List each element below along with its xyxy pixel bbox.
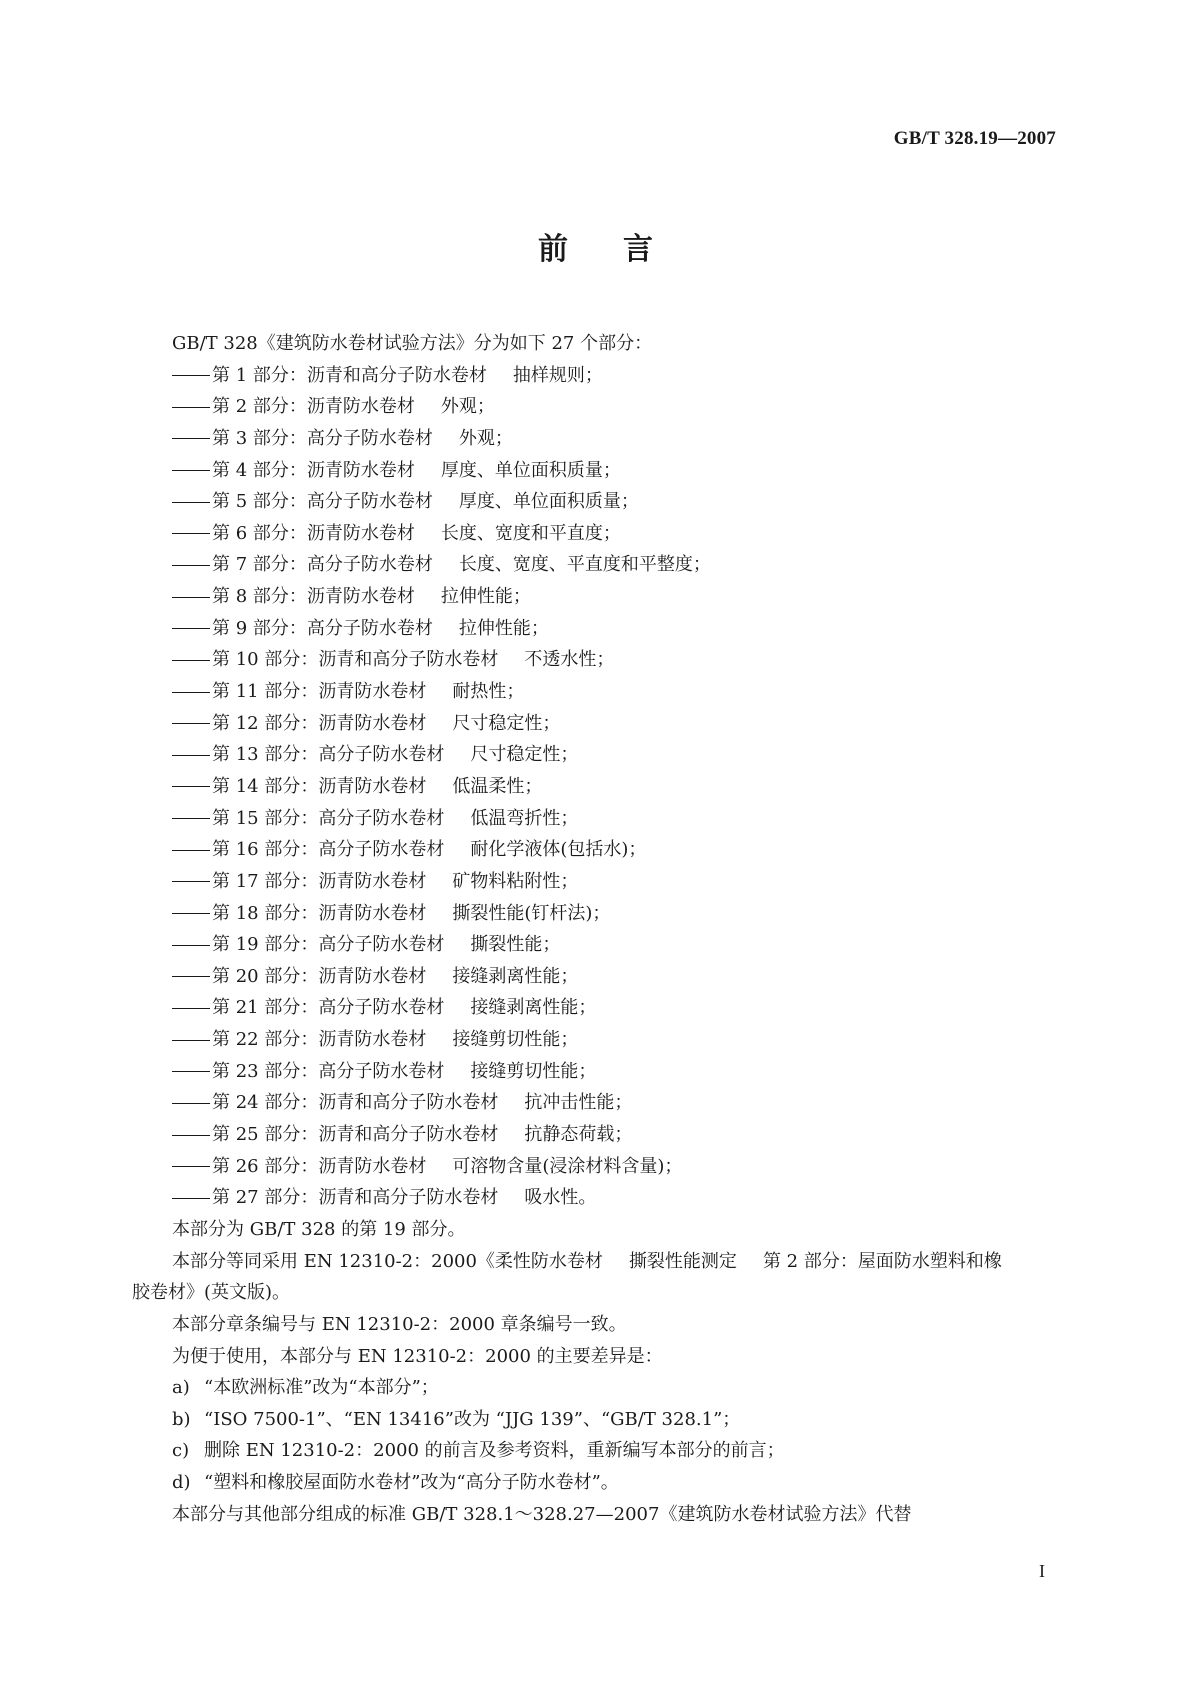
part-topic: 不透水性；: [524, 649, 615, 671]
part-label: 第 21 部分：高分子防水卷材: [212, 997, 445, 1019]
part-list-item: [132, 771, 1057, 803]
difference-item: [132, 1467, 1057, 1499]
em-dash-marker: [172, 1040, 210, 1041]
part-topic: 长度、宽度和平直度；: [440, 522, 621, 544]
adoption-text-b: 撕裂性能测定: [628, 1250, 737, 1272]
part-topic: 吸水性。: [524, 1187, 597, 1209]
part-label: 第 2 部分：沥青防水卷材: [212, 396, 415, 418]
part-list-item: [132, 455, 1057, 487]
difference-marker: b): [172, 1408, 191, 1430]
part-label: 第 14 部分：沥青防水卷材: [212, 775, 427, 797]
em-dash-marker: [172, 913, 210, 914]
difference-item: [132, 1404, 1057, 1436]
part-label: 第 8 部分：沥青防水卷材: [212, 586, 415, 608]
part-label: 第 4 部分：沥青防水卷材: [212, 459, 415, 481]
part-list-item: [132, 518, 1057, 550]
part-label: 第 18 部分：沥青防水卷材: [212, 902, 427, 924]
em-dash-marker: [172, 692, 210, 693]
part-label: 第 13 部分：高分子防水卷材: [212, 744, 445, 766]
part-topic: 接缝剪切性能；: [470, 1060, 597, 1082]
part-topic: 撕裂性能；: [470, 934, 561, 956]
part-list-item: [132, 961, 1057, 993]
parts-list: [132, 360, 1057, 1214]
part-list-item: [132, 360, 1057, 392]
page-title: 前言: [538, 232, 708, 267]
adoption-text-a: 本部分等同采用 EN 12310-2：2000《柔性防水卷材: [172, 1250, 603, 1272]
em-dash-marker: [172, 881, 210, 882]
part-topic: 外观；: [440, 396, 495, 418]
difference-marker: c): [172, 1440, 190, 1462]
part-number-statement: 本部分为 GB/T 328 的第 19 部分。: [172, 1218, 466, 1240]
part-list-item: [132, 803, 1057, 835]
part-list-item: [132, 1024, 1057, 1056]
part-label: 第 9 部分：高分子防水卷材: [212, 617, 433, 639]
intro-line: GB/T 328《建筑防水卷材试验方法》分为如下 27 个部分：: [172, 333, 653, 354]
em-dash-marker: [172, 1008, 210, 1009]
em-dash-marker: [172, 502, 210, 503]
part-label: 第 11 部分：沥青防水卷材: [212, 681, 427, 703]
part-label: 第 3 部分：高分子防水卷材: [212, 427, 433, 449]
em-dash-marker: [172, 1166, 210, 1167]
difference-text: “塑料和橡胶屋面防水卷材”改为“高分子防水卷材”。: [204, 1472, 619, 1494]
adoption-text-c: 第 2 部分：屋面防水塑料和橡: [762, 1250, 1002, 1272]
part-label: 第 7 部分：高分子防水卷材: [212, 554, 433, 576]
clause-numbering-statement: 本部分章条编号与 EN 12310-2：2000 章条编号一致。: [172, 1313, 627, 1335]
part-label: 第 1 部分：沥青和高分子防水卷材: [212, 364, 487, 386]
part-list-item: [132, 992, 1057, 1024]
em-dash-marker: [172, 660, 210, 661]
part-list-item: [132, 929, 1057, 961]
foreword-body: [132, 328, 1057, 1530]
part-list-item: [132, 898, 1057, 930]
em-dash-marker: [172, 818, 210, 819]
part-topic: 接缝剥离性能；: [470, 997, 597, 1019]
differences-list: [132, 1372, 1057, 1499]
em-dash-marker: [172, 628, 210, 629]
difference-text: “ISO 7500-1”、“EN 13416”改为 “JJG 139”、“GB/T 328.1”；: [204, 1408, 741, 1430]
part-list-item: [132, 1087, 1057, 1119]
part-topic: 厚度、单位面积质量；: [458, 491, 639, 513]
part-list-item: [132, 1182, 1057, 1214]
part-topic: 耐热性；: [452, 681, 525, 703]
part-topic: 尺寸稳定性；: [470, 744, 579, 766]
part-label: 第 24 部分：沥青和高分子防水卷材: [212, 1092, 499, 1114]
part-label: 第 19 部分：高分子防水卷材: [212, 934, 445, 956]
replacement-statement: 本部分与其他部分组成的标准 GB/T 328.1～328.27—2007《建筑防水卷材试验方法》代替: [172, 1503, 912, 1525]
part-topic: 拉伸性能；: [458, 617, 549, 639]
page-number: I: [1039, 1561, 1045, 1581]
difference-item: [132, 1435, 1057, 1467]
part-label: 第 20 部分：沥青防水卷材: [212, 965, 427, 987]
part-label: 第 16 部分：高分子防水卷材: [212, 839, 445, 861]
part-topic: 低温弯折性；: [470, 807, 579, 829]
part-list-item: [132, 486, 1057, 518]
difference-marker: d): [172, 1472, 191, 1494]
difference-item: [132, 1372, 1057, 1404]
em-dash-marker: [172, 533, 210, 534]
part-list-item: [132, 644, 1057, 676]
standard-number: GB/T 328.19—2007: [893, 128, 1056, 149]
em-dash-marker: [172, 976, 210, 977]
part-topic: 尺寸稳定性；: [452, 712, 561, 734]
difference-text: “本欧洲标准”改为“本部分”；: [204, 1377, 439, 1399]
part-topic: 长度、宽度、平直度和平整度；: [458, 554, 711, 576]
part-list-item: [132, 423, 1057, 455]
part-label: 第 6 部分：沥青防水卷材: [212, 522, 415, 544]
em-dash-marker: [172, 1198, 210, 1199]
part-topic: 矿物料粘附性；: [452, 870, 579, 892]
part-topic: 可溶物含量(浸涂材料含量)；: [452, 1155, 683, 1177]
part-label: 第 10 部分：沥青和高分子防水卷材: [212, 649, 499, 671]
part-topic: 抗冲击性能；: [524, 1092, 633, 1114]
part-topic: 耐化学液体(包括水)；: [470, 839, 647, 861]
part-list-item: [132, 549, 1057, 581]
part-label: 第 25 部分：沥青和高分子防水卷材: [212, 1124, 499, 1146]
em-dash-marker: [172, 375, 210, 376]
part-topic: 撕裂性能(钉杆法)；: [452, 902, 611, 924]
part-list-item: [132, 1056, 1057, 1088]
part-list-item: [132, 866, 1057, 898]
part-topic: 接缝剪切性能；: [452, 1029, 579, 1051]
part-topic: 拉伸性能；: [440, 586, 531, 608]
em-dash-marker: [172, 755, 210, 756]
part-list-item: [132, 676, 1057, 708]
em-dash-marker: [172, 470, 210, 471]
differences-intro: 为便于使用，本部分与 EN 12310-2：2000 的主要差异是：: [172, 1345, 663, 1367]
part-label: 第 12 部分：沥青防水卷材: [212, 712, 427, 734]
part-label: 第 22 部分：沥青防水卷材: [212, 1029, 427, 1051]
difference-marker: a): [172, 1377, 190, 1399]
part-list-item: [132, 581, 1057, 613]
part-list-item: [132, 708, 1057, 740]
part-topic: 抽样规则；: [512, 364, 603, 386]
part-list-item: [132, 391, 1057, 423]
em-dash-marker: [172, 438, 210, 439]
em-dash-marker: [172, 1071, 210, 1072]
em-dash-marker: [172, 786, 210, 787]
part-topic: 低温柔性；: [452, 775, 543, 797]
adoption-statement-line-1: [132, 1246, 1057, 1278]
em-dash-marker: [172, 1103, 210, 1104]
part-label: 第 17 部分：沥青防水卷材: [212, 870, 427, 892]
part-label: 第 15 部分：高分子防水卷材: [212, 807, 445, 829]
em-dash-marker: [172, 850, 210, 851]
em-dash-marker: [172, 1135, 210, 1136]
part-list-item: [132, 1119, 1057, 1151]
part-label: 第 27 部分：沥青和高分子防水卷材: [212, 1187, 499, 1209]
part-list-item: [132, 1151, 1057, 1183]
part-list-item: [132, 613, 1057, 645]
em-dash-marker: [172, 565, 210, 566]
part-list-item: [132, 834, 1057, 866]
part-list-item: [132, 739, 1057, 771]
part-label: 第 5 部分：高分子防水卷材: [212, 491, 433, 513]
part-topic: 抗静态荷载；: [524, 1124, 633, 1146]
em-dash-marker: [172, 945, 210, 946]
part-label: 第 23 部分：高分子防水卷材: [212, 1060, 445, 1082]
part-topic: 外观；: [458, 427, 513, 449]
difference-text: 删除 EN 12310-2：2000 的前言及参考资料，重新编写本部分的前言；: [204, 1440, 785, 1462]
adoption-statement-line-2: 胶卷材》(英文版)。: [132, 1282, 291, 1304]
part-topic: 接缝剥离性能；: [452, 965, 579, 987]
em-dash-marker: [172, 723, 210, 724]
em-dash-marker: [172, 407, 210, 408]
part-label: 第 26 部分：沥青防水卷材: [212, 1155, 427, 1177]
em-dash-marker: [172, 597, 210, 598]
part-topic: 厚度、单位面积质量；: [440, 459, 621, 481]
